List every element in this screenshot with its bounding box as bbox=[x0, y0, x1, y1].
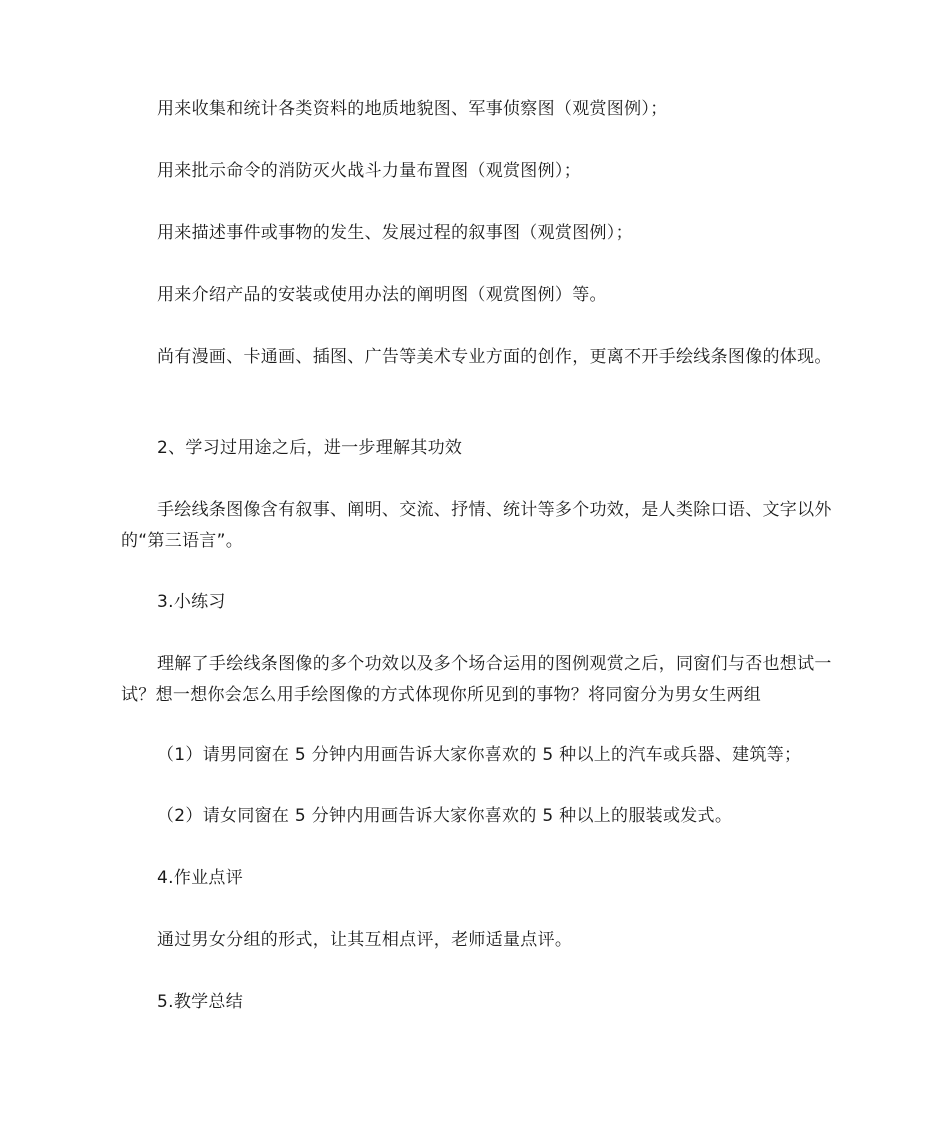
paragraph-narrative-map: 用来描述事件或事物的发生、发展过程的叙事图（观赏图例）； bbox=[157, 223, 633, 243]
paragraph-task-girls: （2）请女同窗在 5 分钟内用画告诉大家你喜欢的 5 种以上的服装或发式。 bbox=[157, 806, 733, 826]
heading-section-2: 2、学习过用途之后，进一步理解其功效 bbox=[157, 438, 463, 458]
paragraph-art-creation: 尚有漫画、卡通画、插图、广告等美术专业方面的创作，更离不开手绘线条图像的体现。 bbox=[157, 347, 832, 367]
paragraph-task-boys: （1）请男同窗在 5 分钟内用画告诉大家你喜欢的 5 种以上的汽车或兵器、建筑等； bbox=[157, 745, 802, 765]
paragraph-survey-maps: 用来收集和统计各类资料的地质地貌图、军事侦察图（观赏图例）； bbox=[157, 99, 668, 119]
heading-section-4: 4.作业点评 bbox=[157, 868, 244, 888]
paragraph-functions: 手绘线条图像含有叙事、阐明、交流、抒情、统计等多个功效，是人类除口语、文字以外的“第三语言”。 bbox=[121, 500, 832, 551]
paragraph-instruction-map: 用来介绍产品的安装或使用办法的阐明图（观赏图例）等。 bbox=[157, 285, 607, 305]
heading-section-3: 3.小练习 bbox=[157, 592, 226, 612]
paragraph-practice: 理解了手绘线条图像的多个功效以及多个场合运用的图例观赏之后，同窗们与否也想试一试？想一想你会怎么用手绘图像的方式体现你所见到的事物？将同窗分为男女生两组 bbox=[121, 654, 832, 705]
heading-section-5: 5.教学总结 bbox=[157, 992, 244, 1012]
paragraph-firefighting-map: 用来批示命令的消防灭火战斗力量布置图（观赏图例）； bbox=[157, 161, 581, 181]
paragraph-review: 通过男女分组的形式，让其互相点评，老师适量点评。 bbox=[157, 930, 573, 950]
